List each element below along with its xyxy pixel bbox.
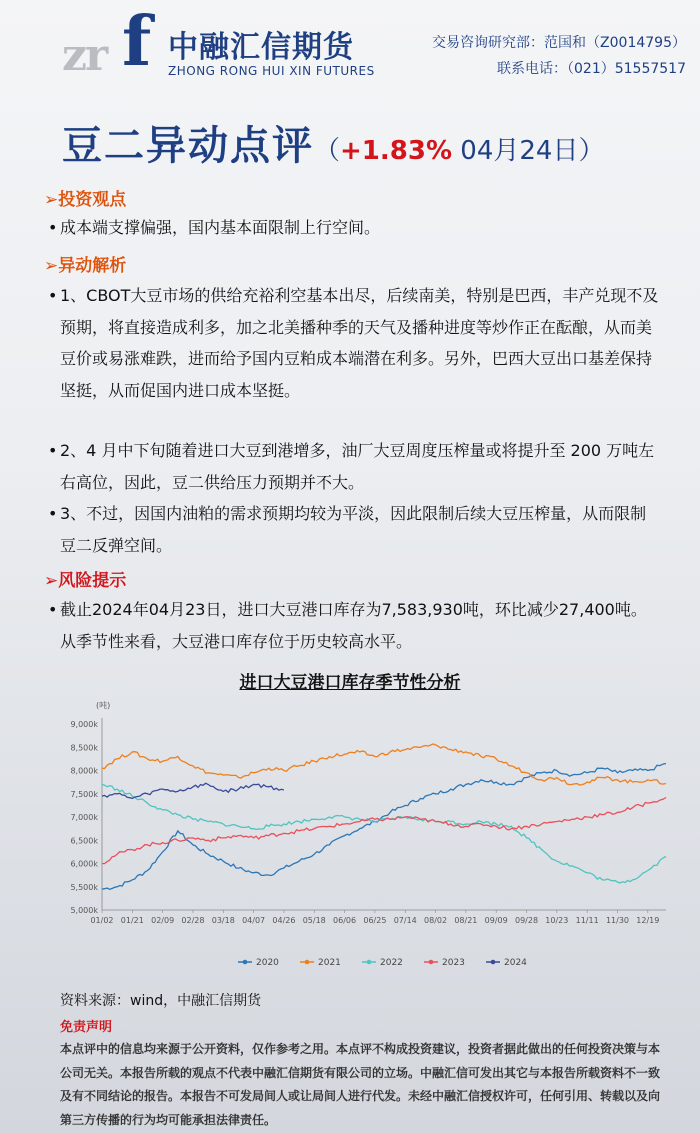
bullet: • <box>48 504 58 523</box>
analysis-item-3 <box>48 498 660 561</box>
legend-marker-2024 <box>491 960 496 965</box>
risk-heading: ➢风险提示 <box>44 571 127 591</box>
legend-label-2021: 2021 <box>318 958 341 968</box>
x-tick-label: 07/14 <box>393 916 417 925</box>
x-tick-label: 01/02 <box>90 916 114 925</box>
bullet: • <box>48 218 58 237</box>
x-tick-label: 04/26 <box>272 916 296 925</box>
header <box>0 0 700 100</box>
y-tick-label: 5,500k <box>70 882 98 892</box>
legend-marker-2020 <box>243 960 248 965</box>
analysis-item-2 <box>48 435 660 498</box>
analysis-heading: ➢异动解析 <box>44 256 127 276</box>
title-paren: （ <box>314 136 341 166</box>
view-text: 成本端支撑偏强，国内基本面限制上行空间。 <box>60 218 381 237</box>
x-tick-label: 06/06 <box>333 916 357 925</box>
series-line-2024 <box>102 783 284 798</box>
x-tick-label: 09/09 <box>484 916 508 925</box>
report-title <box>62 114 604 171</box>
x-tick-label: 12/19 <box>636 916 660 925</box>
brand-name-cn: 中融汇信期货 <box>168 30 354 65</box>
series-line-2021 <box>102 744 666 785</box>
x-tick-label: 08/02 <box>424 916 448 925</box>
y-tick-label: 8,000k <box>70 766 98 776</box>
legend-label-2024: 2024 <box>504 958 527 968</box>
brand-name-en: ZHONG RONG HUI XIN FUTURES <box>168 64 375 78</box>
view-heading: ➢投资观点 <box>44 190 127 210</box>
x-tick-label: 01/21 <box>120 916 144 925</box>
chart-title-text: 进口大豆港口库存季节性分析 <box>239 673 461 693</box>
bullet: • <box>48 600 58 619</box>
y-tick-label: 8,500k <box>70 743 98 753</box>
legend-marker-2021 <box>305 960 310 965</box>
x-tick-label: 06/25 <box>363 916 387 925</box>
seasonal-line-chart <box>60 694 670 984</box>
x-tick-label: 03/18 <box>211 916 235 925</box>
contact-phone: 联系电话：（021）51557517 <box>497 61 686 77</box>
view-paragraph <box>48 212 660 244</box>
disclaimer-heading: 免责声明 <box>60 1020 113 1035</box>
source-note: 资料来源：wind，中融汇信期货 <box>60 993 262 1009</box>
x-tick-label: 11/30 <box>605 916 630 925</box>
x-tick-label: 09/28 <box>514 916 539 925</box>
legend-label-2020: 2020 <box>256 958 279 968</box>
analysis-text-1: 1、CBOT大豆市场的供给充裕利空基本出尽，后续南美，特别是巴西，丰产兑现不及预期，将直接造成利多，加之北美播种季的天气及播种进度等炒作正在酝酿，从而美豆价或易涨难跌，进而给予国内豆粕成本端潜在利多。另外，巴西大豆出口基差保持坚挺，从而促国内进口成本坚挺。 <box>60 286 659 400</box>
risk-paragraph <box>48 594 660 657</box>
title-main: 豆二异动点评 <box>62 123 314 169</box>
chart-title <box>0 668 700 693</box>
legend-label-2023: 2023 <box>442 958 465 968</box>
contact-info <box>432 30 686 82</box>
bullet: • <box>48 441 58 460</box>
x-tick-label: 02/09 <box>151 916 175 925</box>
y-tick-label: 9,000k <box>70 720 98 729</box>
y-axis-unit-label: (吨) <box>96 701 111 710</box>
y-tick-label: 7,500k <box>70 789 98 799</box>
analysis-item-1 <box>48 280 660 406</box>
disclaimer-text: 本点评中的信息均来源于公开资料，仅作参考之用。本点评不构成投资建议，投资者据此做出的任何投资决策与本公司无关。本报告所载的观点不代表中融汇信期货有限公司的立场。中融汇信可发出其它与本报告所载资料不一致及有不同结论的报告。本报告不可发局间人或让局间人进行代发。未经中融汇信授权许可，任何引用、转载以及向第三方传播的行为均可能承担法律责任。 <box>60 1042 661 1127</box>
bullet: • <box>48 286 58 305</box>
x-tick-label: 02/28 <box>181 916 205 925</box>
y-tick-label: 5,000k <box>70 906 98 915</box>
x-tick-label: 04/07 <box>242 916 266 925</box>
legend-label-2022: 2022 <box>380 958 403 968</box>
y-tick-label: 7,000k <box>70 813 98 822</box>
series-line-2023 <box>102 798 666 864</box>
analysis-text-3: 3、不过，因国内油粕的需求预期均较为平淡，因此限制后续大豆压榨量，从而限制豆二反弹空间。 <box>60 504 647 555</box>
x-tick-label: 08/21 <box>454 916 478 925</box>
title-change: +1.83% <box>340 136 453 166</box>
y-tick-label: 6,500k <box>70 836 98 846</box>
risk-text: 截止2024年04月23日，进口大豆港口库存为7,583,930吨，环比减少27,400吨。从季节性来看，大豆港口库存位于历史较高水平。 <box>60 600 647 651</box>
legend-marker-2023 <box>429 960 434 965</box>
title-date: 04月24日） <box>452 136 605 166</box>
x-tick-label: 10/23 <box>545 916 569 925</box>
contact-researcher: 交易咨询研究部：范国和（Z0014795） <box>432 35 686 51</box>
analysis-text-2: 2、4 月中下旬随着进口大豆到港增多，油厂大豆周度压榨量或将提升至 200 万吨左右高位，因此，豆二供给压力预期并不大。 <box>60 441 655 492</box>
series-line-2022 <box>102 784 666 883</box>
x-tick-label: 05/18 <box>302 916 326 925</box>
logo-zr: zr <box>62 30 107 81</box>
logo-f: f <box>122 2 152 82</box>
legend-marker-2022 <box>367 960 372 965</box>
x-tick-label: 11/11 <box>575 916 599 925</box>
y-tick-label: 6,000k <box>70 859 98 869</box>
